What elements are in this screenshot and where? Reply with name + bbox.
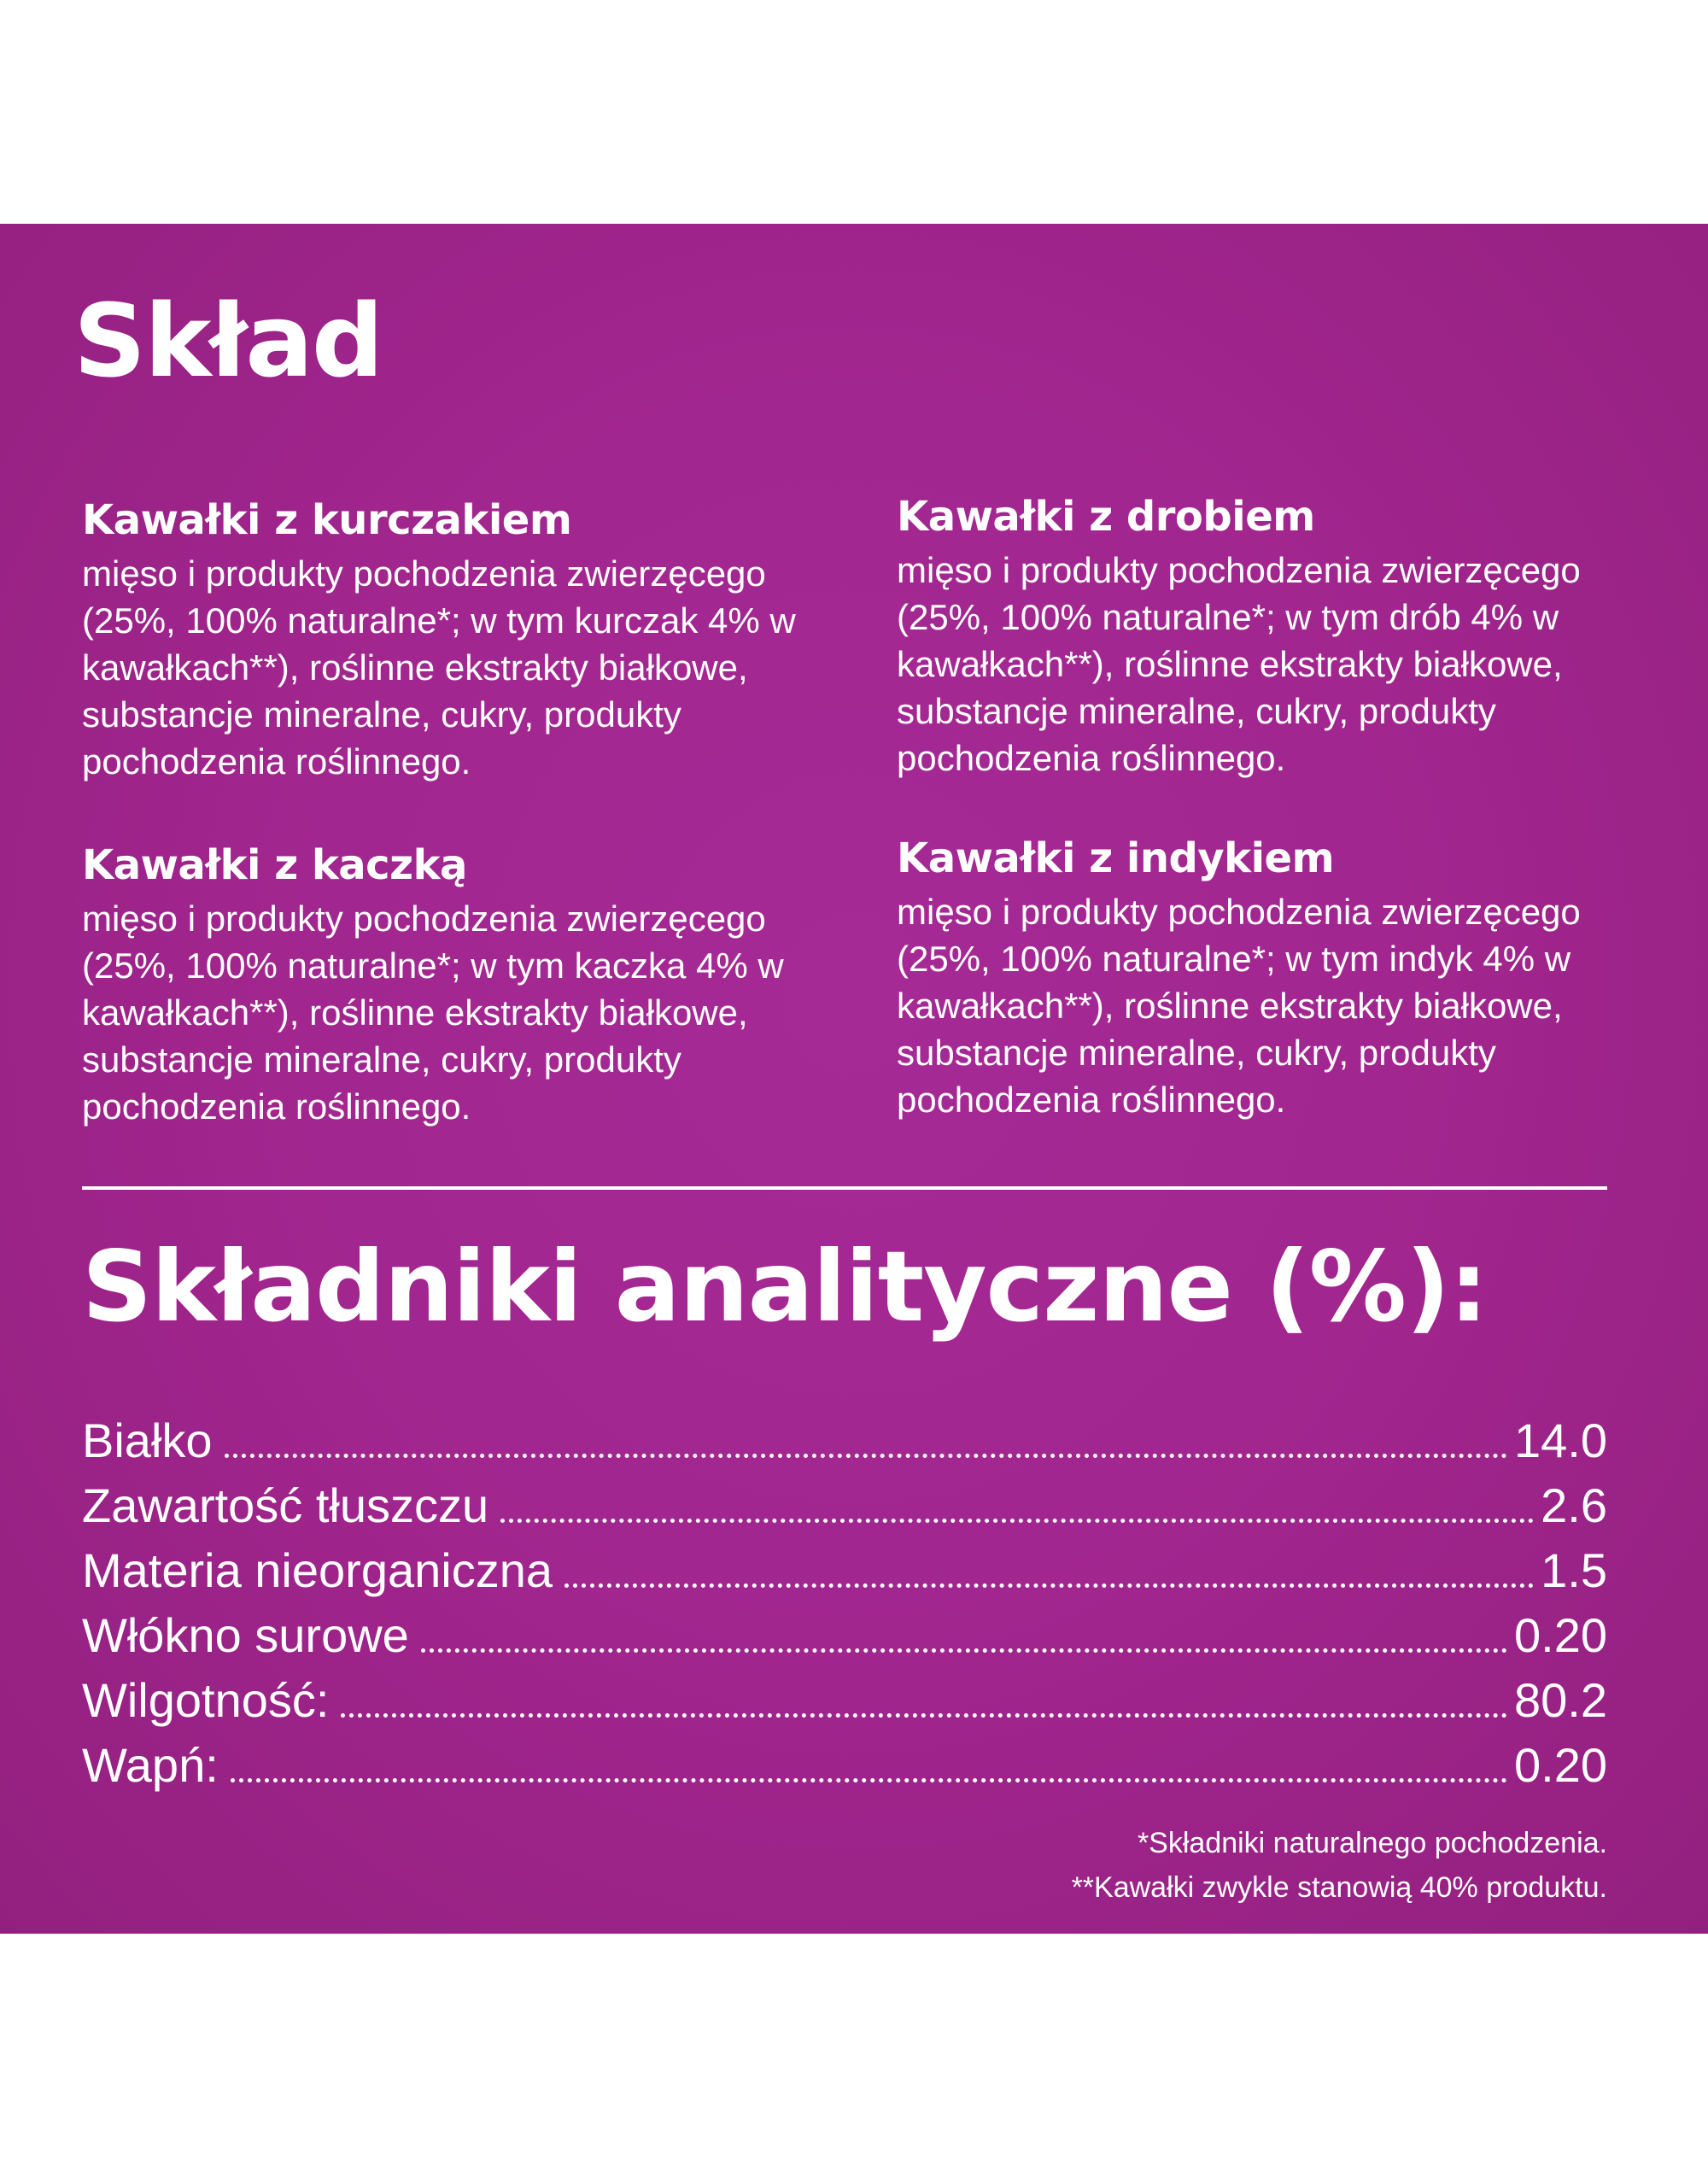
nutrient-row-protein (82, 1408, 1607, 1473)
dot-leader (341, 1713, 1507, 1718)
nutrient-row-ash (82, 1538, 1607, 1603)
recipe-chicken (82, 494, 851, 785)
recipe-title: Kawałki z indykiem (897, 834, 1335, 882)
nutrient-label: Włókno surowe (82, 1608, 409, 1662)
dot-leader (564, 1583, 1534, 1588)
recipe-turkey (897, 832, 1665, 1123)
recipe-title: Kawałki z kaczką (82, 841, 467, 889)
nutrient-row-fibre (82, 1603, 1607, 1668)
nutrient-label: Materia nieorganiczna (82, 1543, 553, 1597)
nutrient-value: 2.6 (1541, 1478, 1607, 1532)
recipe-duck (82, 839, 851, 1130)
recipe-description: mięso i produkty pochodzenia zwierzęcego (25%, 100% naturalne*; w tym kurczak 4% w kawałkach**), roślinne ekstrakty białkowe, substancje mineralne, cukry, produkty pochodzenia roślinnego. (82, 553, 796, 781)
dot-leader (225, 1454, 1507, 1458)
footnote-chunks: **Kawałki zwykle stanowią 40% produktu. (1071, 1871, 1607, 1904)
composition-title: Skład (73, 282, 383, 400)
dot-leader (500, 1519, 1534, 1523)
nutrient-label: Wilgotność: (82, 1673, 330, 1727)
analytical-title: Składniki analityczne (%): (82, 1230, 1488, 1343)
nutrient-value: 1.5 (1541, 1543, 1607, 1597)
recipe-description: mięso i produkty pochodzenia zwierzęcego (25%, 100% naturalne*; w tym kaczka 4% w kawałkach**), roślinne ekstrakty białkowe, substancje mineralne, cukry, produkty pochodzenia roślinnego. (82, 899, 784, 1127)
footnote-natural: *Składniki naturalnego pochodzenia. (1137, 1827, 1607, 1859)
nutrient-value: 0.20 (1514, 1738, 1607, 1792)
ingredients-panel (0, 224, 1708, 1934)
recipe-title: Kawałki z drobiem (897, 493, 1315, 541)
nutrient-row-fat (82, 1473, 1607, 1538)
nutrient-value: 0.20 (1514, 1608, 1607, 1662)
recipe-title: Kawałki z kurczakiem (82, 496, 572, 544)
recipe-description: mięso i produkty pochodzenia zwierzęcego (25%, 100% naturalne*; w tym drób 4% w kawałkach**), roślinne ekstrakty białkowe, substancje mineralne, cukry, produkty pochodzenia roślinnego. (897, 550, 1581, 778)
nutrient-label: Białko (82, 1414, 213, 1467)
analytical-table (82, 1408, 1607, 1798)
nutrient-row-calcium (82, 1733, 1607, 1798)
nutrient-value: 80.2 (1514, 1673, 1607, 1727)
nutrient-label: Zawartość tłuszczu (82, 1478, 489, 1532)
nutrient-label: Wapń: (82, 1738, 219, 1792)
footnotes (1072, 1821, 1607, 1910)
section-divider (82, 1186, 1607, 1190)
dot-leader (231, 1778, 1507, 1782)
nutrient-value: 14.0 (1514, 1414, 1607, 1467)
nutrient-row-moisture (82, 1668, 1607, 1733)
dot-leader (421, 1648, 1507, 1653)
recipe-description: mięso i produkty pochodzenia zwierzęcego (25%, 100% naturalne*; w tym indyk 4% w kawałkach**), roślinne ekstrakty białkowe, substancje mineralne, cukry, produkty pochodzenia roślinnego. (897, 892, 1581, 1120)
recipe-poultry (897, 490, 1665, 781)
